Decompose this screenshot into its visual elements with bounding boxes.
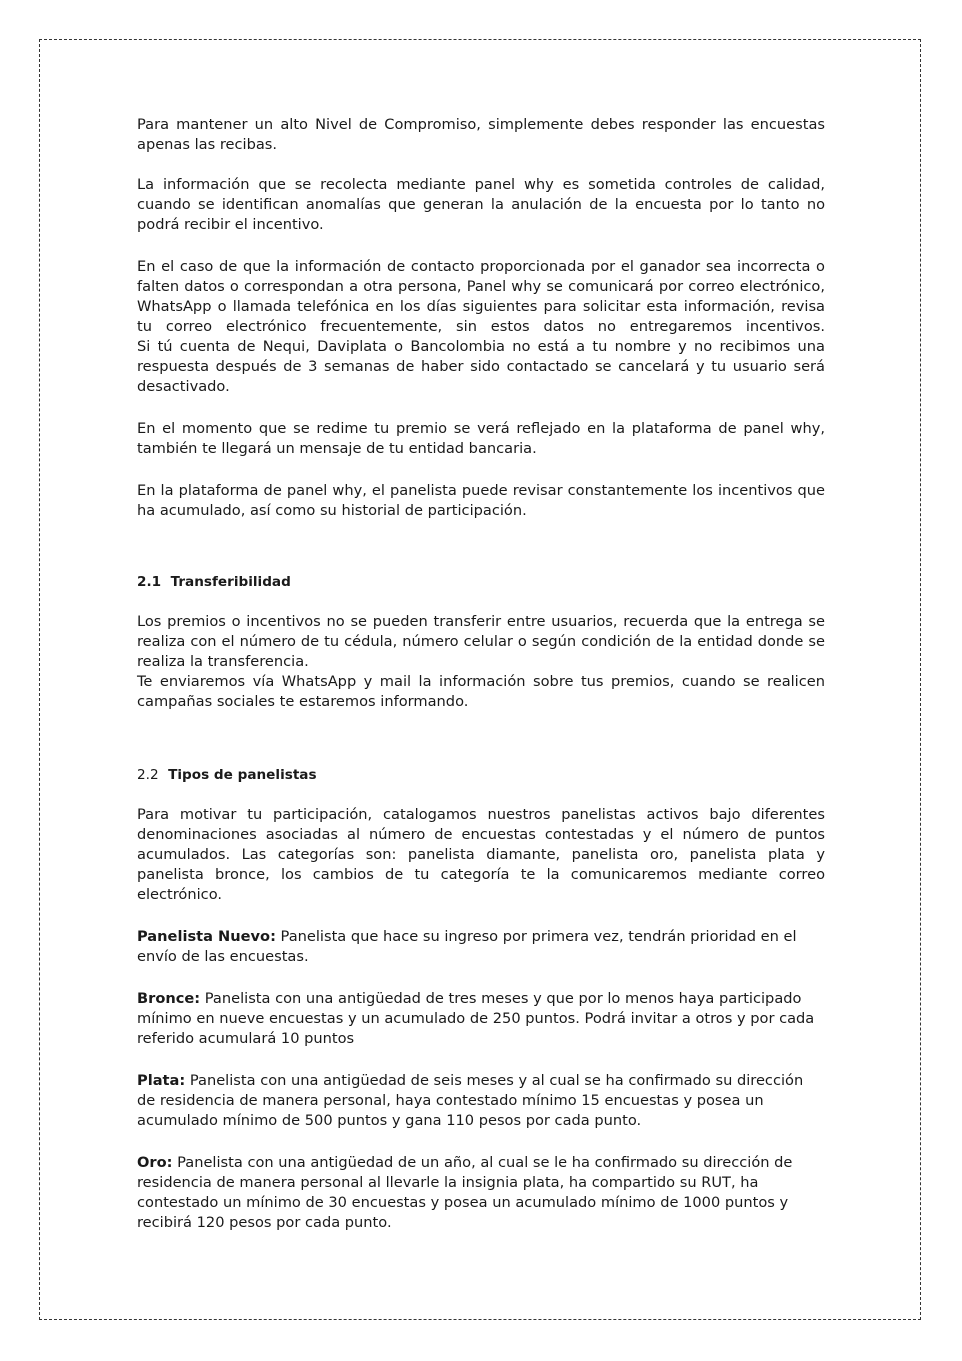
document-body <box>137 115 825 1233</box>
category-description: Panelista con una antigüedad de seis meses y al cual se ha confirmado su dirección de residencia de manera personal, haya contestado mínimo 15 encuestas y posea un acumulado mínimo de 500 puntos y gana 110 pesos por cada punto. <box>137 1072 804 1129</box>
category-term: Bronce: <box>137 990 201 1007</box>
section-title: Tipos de panelistas <box>168 767 317 783</box>
category-nuevo <box>137 927 825 967</box>
paragraph-calidad: La información que se recolecta mediante panel why es sometida controles de calidad, cuando se identifican anomalías que generan la anulación de la encuesta por lo tanto no podrá recibir el incentivo. <box>137 176 825 233</box>
paragraph-cuenta-bancaria: Si tú cuenta de Nequi, Daviplata o Bancolombia no está a tu nombre y no recibimos una respuesta después de 3 semanas de haber sido contactado se cancelará y tu usuario será desactivado. <box>137 338 825 395</box>
category-term: Plata: <box>137 1072 186 1089</box>
category-description: Panelista con una antigüedad de un año, al cual se le ha confirmado su dirección de residencia de manera personal al llevarle la insignia plata, ha compartido su RUT, ha contestado un mínimo de 30 encuestas y posea un acumulado mínimo de 1000 puntos y recibirá 120 pesos por cada punto. <box>137 1154 793 1231</box>
section-number: 2.2 <box>137 767 159 783</box>
section-title: Transferibilidad <box>170 574 291 590</box>
category-description: Panelista con una antigüedad de tres meses y que por lo menos haya participado mínimo en nueve encuestas y un acumulado de 250 puntos. Podrá invitar a otros y por cada referido acumulará 10 puntos <box>137 990 815 1047</box>
category-oro <box>137 1153 825 1233</box>
paragraph-compromiso: Para mantener un alto Nivel de Compromiso, simplemente debes responder las encuestas apenas las recibas. <box>137 116 825 153</box>
paragraph-contacto: En el caso de que la información de contacto proporcionada por el ganador sea incorrecta o falten datos o correspondan a otra persona, Panel why se comunicará por correo electrónico, WhatsApp o llamada telefónica en los días siguientes para solicitar esta información, revisa tu correo electrónico frecuentemente, sin estos datos no entregaremos incentivos. <box>137 258 825 335</box>
paragraph-whatsapp-mail: Te enviaremos vía WhatsApp y mail la información sobre tus premios, cuando se realicen campañas sociales te estaremos informando. <box>137 673 825 710</box>
paragraph-categorias-intro: Para motivar tu participación, catalogamos nuestros panelistas activos bajo diferentes denominaciones asociadas al número de encuestas contestadas y el número de puntos acumulados. Las categorías son: panelista diamante, panelista oro, panelista plata y panelista bronce, los cambios de tu categoría te la comunicaremos mediante correo electrónico. <box>137 806 825 903</box>
paragraph-plataforma: En la plataforma de panel why, el panelista puede revisar constantemente los incentivos que ha acumulado, así como su historial de participación. <box>137 482 825 519</box>
category-term: Oro: <box>137 1154 173 1171</box>
section-number: 2.1 <box>137 574 162 590</box>
category-description: Panelista que hace su ingreso por primera vez, tendrán prioridad en el envío de las encuestas. <box>137 928 797 965</box>
category-plata <box>137 1071 825 1131</box>
section-heading-transferibilidad <box>137 572 825 592</box>
category-bronce <box>137 989 825 1049</box>
paragraph-transferencia: Los premios o incentivos no se pueden transferir entre usuarios, recuerda que la entrega se realiza con el número de tu cédula, número celular o según condición de la entidad donde se realiza la transferencia. <box>137 613 825 670</box>
category-term: Panelista Nuevo: <box>137 928 276 945</box>
paragraph-redencion: En el momento que se redime tu premio se verá reflejado en la plataforma de panel why, también te llegará un mensaje de tu entidad bancaria. <box>137 420 825 457</box>
section-heading-tipos-panelistas <box>137 765 825 785</box>
